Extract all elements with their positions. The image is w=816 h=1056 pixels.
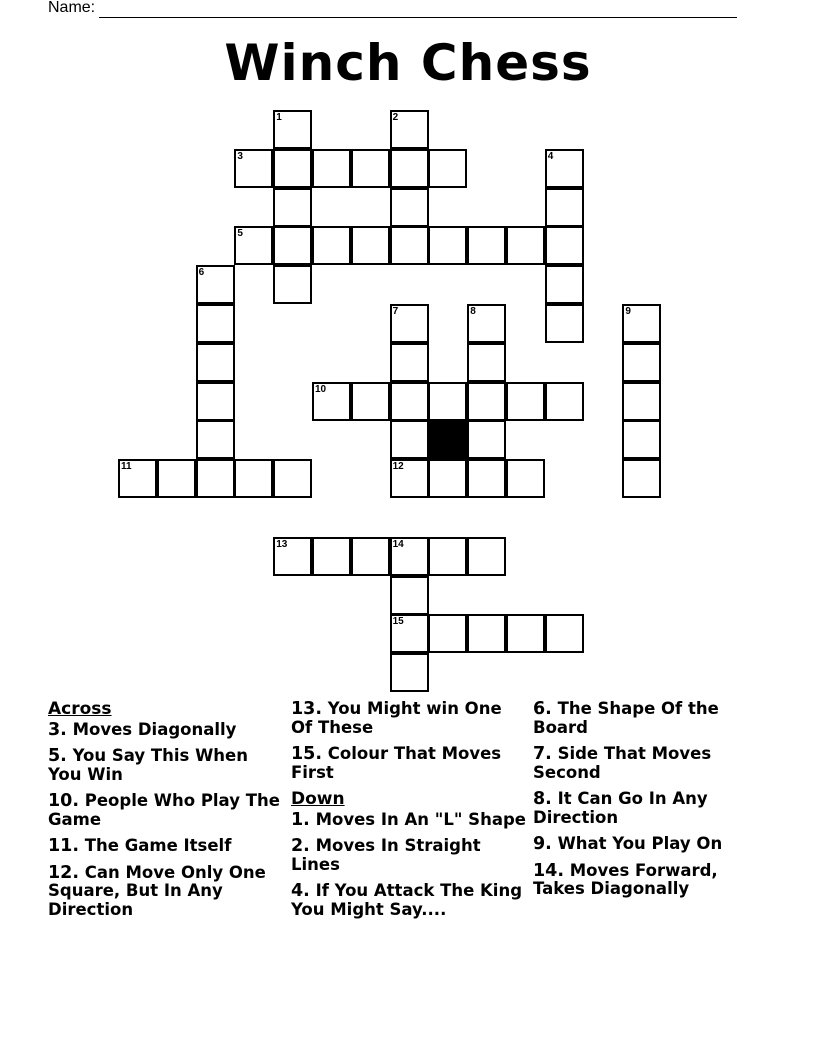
clue-number: 4 — [547, 150, 554, 162]
clue-column-3 — [533, 700, 763, 907]
clue-number: 6 — [198, 267, 205, 279]
clue-number: 15 — [392, 616, 404, 628]
clue-number: 14 — [392, 538, 404, 550]
clue-item-number: 1. — [291, 809, 310, 830]
grid-cell[interactable] — [390, 110, 429, 149]
grid-cell[interactable] — [390, 653, 429, 692]
grid-cell[interactable] — [622, 343, 661, 382]
name-label: Name: — [48, 0, 96, 16]
grid-cell[interactable] — [467, 304, 506, 343]
grid-cell[interactable] — [390, 149, 429, 188]
clue-item — [533, 790, 763, 827]
clue-item-text: Moves Forward, Takes Diagonally — [533, 860, 718, 898]
clue-item-number: 4. — [291, 881, 310, 901]
grid-cell[interactable] — [467, 537, 506, 576]
grid-cell[interactable] — [390, 459, 429, 498]
grid-cell[interactable] — [390, 576, 429, 615]
clue-number: 3 — [237, 150, 243, 162]
clue-item-text: It Can Go In Any Direction — [533, 789, 708, 827]
grid-cell[interactable] — [273, 537, 312, 576]
grid-cell[interactable] — [467, 614, 506, 653]
grid-cell[interactable] — [390, 188, 429, 227]
clue-item-text: Moves Diagonally — [72, 719, 237, 739]
grid-cell[interactable] — [390, 420, 429, 459]
grid-cell[interactable] — [390, 343, 429, 382]
grid-cell[interactable] — [428, 614, 467, 653]
clue-item-text: You Might win One Of These — [291, 699, 502, 737]
clue-item-number: 9. — [533, 834, 552, 854]
clue-item-text: What You Play On — [557, 834, 723, 853]
clue-number: 9 — [625, 306, 631, 317]
clue-column-1 — [48, 700, 280, 927]
grid-cell[interactable] — [196, 459, 235, 498]
clue-number: 2 — [392, 112, 399, 123]
grid-cell[interactable] — [351, 149, 390, 188]
clue-item-text: You Say This When You Win — [48, 746, 248, 784]
grid-cell[interactable] — [234, 226, 273, 265]
grid-cell[interactable] — [428, 537, 467, 576]
grid-cell[interactable] — [273, 459, 312, 498]
grid-cell[interactable] — [234, 459, 273, 498]
grid-cell[interactable] — [390, 304, 429, 343]
grid-cell[interactable] — [545, 265, 584, 304]
clue-column-2 — [291, 700, 527, 927]
clue-item — [533, 745, 763, 782]
grid-cell[interactable] — [622, 420, 661, 459]
grid-cell[interactable] — [467, 459, 506, 498]
clue-item — [291, 811, 527, 830]
grid-cell[interactable] — [273, 265, 312, 304]
clue-item — [291, 745, 527, 782]
grid-cell[interactable] — [467, 343, 506, 382]
grid-cell[interactable] — [467, 226, 506, 265]
clue-number: 13 — [276, 538, 288, 550]
grid-cell[interactable] — [622, 459, 661, 498]
clue-number: 8 — [470, 306, 476, 317]
clue-item-number: 12. — [48, 862, 80, 883]
clue-item-number: 13. — [291, 699, 323, 719]
grid-cell[interactable] — [545, 188, 584, 227]
clue-number: 11 — [121, 461, 132, 473]
grid-cell[interactable] — [273, 149, 312, 188]
grid-cell[interactable] — [622, 304, 661, 343]
clue-item-text: Moves In An "L" Shape — [315, 809, 526, 829]
grid-cell[interactable] — [390, 537, 429, 576]
grid-cell[interactable] — [390, 614, 429, 653]
clue-item-number: 10. — [48, 791, 80, 811]
clue-item — [48, 721, 280, 740]
clue-item-number: 14. — [533, 860, 565, 881]
grid-cell[interactable] — [273, 110, 312, 149]
grid-cell[interactable] — [506, 614, 545, 653]
grid-cell[interactable] — [390, 226, 429, 265]
clue-item-number: 8. — [533, 789, 552, 809]
grid-cell[interactable] — [273, 188, 312, 227]
puzzle-title: Winch Chess — [224, 34, 592, 92]
grid-cell[interactable] — [545, 614, 584, 653]
grid-cell[interactable] — [157, 459, 196, 498]
clue-number: 5 — [237, 228, 243, 240]
grid-cell[interactable] — [312, 149, 351, 188]
grid-cell[interactable] — [506, 226, 545, 265]
clue-item — [533, 700, 763, 737]
grid-cell[interactable] — [273, 226, 312, 265]
clue-item — [291, 882, 527, 919]
grid-cell[interactable] — [506, 459, 545, 498]
grid-cell[interactable] — [234, 149, 273, 188]
grid-cell[interactable] — [312, 382, 351, 421]
clue-item — [291, 700, 527, 737]
grid-cell[interactable] — [196, 420, 235, 459]
grid-cell[interactable] — [390, 382, 429, 421]
clue-item-number: 2. — [291, 836, 310, 856]
grid-cell[interactable] — [467, 382, 506, 421]
clue-item-number: 5. — [48, 746, 67, 766]
clue-item-number: 3. — [48, 719, 67, 740]
clue-item-text: Side That Moves Second — [533, 744, 712, 782]
grid-cell[interactable] — [428, 149, 467, 188]
clue-number: 7 — [392, 306, 399, 317]
clue-number: 1 — [276, 112, 282, 123]
clue-item-number: 11. — [48, 836, 80, 856]
clue-item-text: Can Move Only One Square, But In Any Direction — [48, 862, 266, 919]
clue-item-text: The Game Itself — [84, 836, 232, 855]
grid-cell[interactable] — [545, 149, 584, 188]
clue-item-text: The Shape Of the Board — [533, 699, 719, 737]
grid-cell[interactable] — [196, 304, 235, 343]
clue-item — [291, 837, 527, 874]
clue-item — [48, 792, 280, 829]
grid-block — [428, 420, 467, 459]
clue-item — [533, 835, 763, 854]
grid-cell[interactable] — [428, 382, 467, 421]
clue-item — [48, 837, 280, 856]
clue-item-number: 15. — [291, 744, 323, 764]
grid-cell[interactable] — [312, 226, 351, 265]
grid-cell[interactable] — [196, 382, 235, 421]
grid-cell[interactable] — [545, 382, 584, 421]
clue-item-text: Colour That Moves First — [291, 744, 502, 782]
grid-cell[interactable] — [506, 382, 545, 421]
clue-item-text: People Who Play The Game — [48, 791, 280, 829]
clue-item — [533, 862, 763, 899]
grid-cell[interactable] — [196, 265, 235, 304]
grid-cell[interactable] — [545, 226, 584, 265]
clue-item — [48, 747, 280, 784]
grid-cell[interactable] — [545, 304, 584, 343]
grid-cell[interactable] — [428, 226, 467, 265]
grid-cell[interactable] — [118, 459, 157, 498]
clue-item-text: Moves In Straight Lines — [291, 836, 481, 874]
grid-cell[interactable] — [351, 226, 390, 265]
clue-heading-across: Across — [48, 699, 112, 719]
clue-number: 12 — [392, 461, 404, 473]
grid-cell[interactable] — [351, 537, 390, 576]
clue-heading-down: Down — [291, 789, 345, 809]
clue-item-text: If You Attack The King You Might Say.... — [291, 881, 523, 919]
clue-number: 10 — [315, 383, 327, 395]
grid-cell[interactable] — [622, 382, 661, 421]
grid-cell[interactable] — [196, 343, 235, 382]
clue-item-number: 7. — [533, 744, 552, 764]
clue-item — [48, 864, 280, 920]
grid-cell[interactable] — [467, 420, 506, 459]
grid-cell[interactable] — [428, 459, 467, 498]
grid-cell[interactable] — [351, 382, 390, 421]
clue-item-number: 6. — [533, 699, 552, 719]
grid-cell[interactable] — [312, 537, 351, 576]
